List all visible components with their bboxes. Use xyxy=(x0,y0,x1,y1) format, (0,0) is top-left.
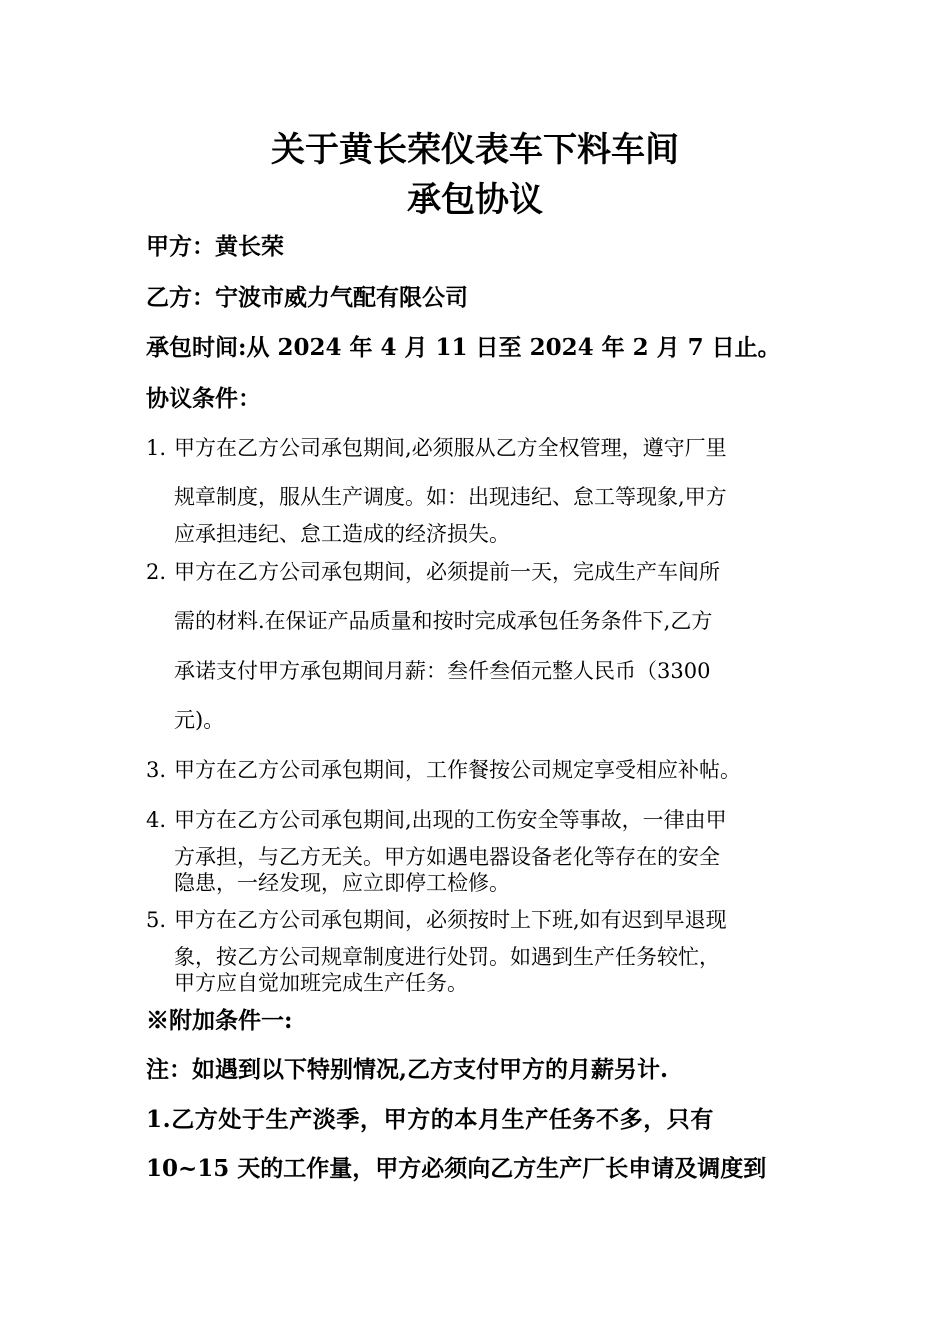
addendum-item-line: 1.乙方处于生产淡季，甲方的本月生产任务不多，只有 xyxy=(146,1106,715,1133)
contract-period: 承包时间:从 2024 年 4 月 11 日至 2024 年 2 月 7 日止。 xyxy=(146,334,781,361)
document-title-line-1: 关于黄长荣仪表车下料车间 xyxy=(271,130,679,170)
term-number: 2. xyxy=(146,560,167,584)
addendum-item-line: 10~15 天的工作量，甲方必须向乙方生产厂长申请及调度到 xyxy=(146,1155,767,1182)
term-line: 承诺支付甲方承包期间月薪：叁仟叁佰元整人民币（3300 xyxy=(174,659,711,683)
term-line: 甲方在乙方公司承包期间,必须服从乙方全权管理，遵守厂里 xyxy=(174,436,727,460)
term-line: 需的材料.在保证产品质量和按时完成承包任务条件下,乙方 xyxy=(174,609,713,633)
party-a: 甲方：黄长荣 xyxy=(146,233,284,260)
term-line: 元)。 xyxy=(174,708,225,732)
terms-heading: 协议条件： xyxy=(146,385,261,412)
term-line: 甲方在乙方公司承包期间，必须按时上下班,如有迟到早退现 xyxy=(174,908,727,932)
party-b: 乙方：宁波市威力气配有限公司 xyxy=(146,284,468,311)
term-line: 甲方在乙方公司承包期间,出现的工伤安全等事故，一律由甲 xyxy=(174,808,727,832)
term-line: 甲方在乙方公司承包期间，工作餐按公司规定享受相应补帖。 xyxy=(174,758,741,782)
addendum-note: 注：如遇到以下特别情况,乙方支付甲方的月薪另计. xyxy=(146,1056,669,1083)
term-line: 甲方应自觉加班完成生产任务。 xyxy=(174,971,468,995)
term-number: 3. xyxy=(146,758,167,782)
addendum-heading: ※附加条件一: xyxy=(146,1007,293,1034)
term-line: 隐患，一经发现，应立即停工检修。 xyxy=(174,871,510,895)
term-line: 应承担违纪、怠工造成的经济损失。 xyxy=(174,522,510,546)
term-line: 甲方在乙方公司承包期间，必须提前一天，完成生产车间所 xyxy=(174,560,720,584)
term-number: 1. xyxy=(146,436,167,460)
document-title-line-2: 承包协议 xyxy=(407,180,543,220)
term-line: 象，按乙方公司规章制度进行处罚。如遇到生产任务较忙， xyxy=(174,945,720,969)
term-number: 4. xyxy=(146,808,167,832)
term-line: 方承担，与乙方无关。甲方如遇电器设备老化等存在的安全 xyxy=(174,845,720,869)
term-number: 5. xyxy=(146,908,167,932)
term-line: 规章制度，服从生产调度。如：出现违纪、怠工等现象,甲方 xyxy=(174,485,727,509)
